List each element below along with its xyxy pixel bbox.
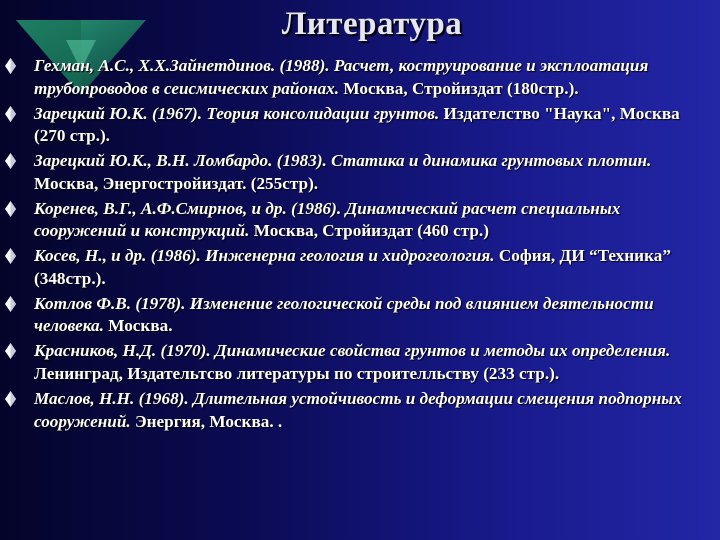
diamond-bullet-icon bbox=[5, 106, 16, 122]
reference-item bbox=[0, 55, 712, 100]
reference-author: Коренев, В.Г., А.Ф.Смирнов, и др. (1986). bbox=[34, 198, 342, 218]
reference-publisher: Москва. bbox=[108, 316, 173, 336]
reference-publisher: Москва, Энергостройиздат. (255стр). bbox=[34, 173, 319, 193]
reference-title: Динамический расчет специальных сооружений и конструкций. bbox=[34, 198, 621, 241]
diamond-bullet-icon bbox=[5, 391, 16, 407]
diamond-bullet-icon bbox=[5, 296, 16, 312]
reference-item bbox=[0, 340, 712, 385]
diamond-bullet-icon bbox=[5, 248, 16, 264]
reference-author: Гехман, А.С., Х.Х.Зайнетдинов. (1988). bbox=[34, 56, 330, 75]
reference-author: Котлов Ф.В. (1978). bbox=[34, 293, 186, 313]
reference-title: Динамические свойства грунтов и методы их определения. bbox=[214, 341, 671, 361]
reference-publisher: Москва, Стройиздат (460 стр.) bbox=[253, 221, 489, 241]
diamond-bullet-icon bbox=[5, 153, 16, 169]
slide-title: Литература bbox=[281, 6, 463, 42]
reference-list bbox=[0, 55, 712, 436]
reference-publisher: Ленинград, Издательтсво литературы по строителльству (233 стр.). bbox=[34, 364, 560, 384]
diamond-bullet-icon bbox=[5, 201, 16, 217]
reference-author: Красников, Н.Д. (1970). bbox=[34, 341, 211, 361]
reference-item bbox=[0, 150, 712, 195]
reference-item bbox=[0, 198, 712, 243]
diamond-bullet-icon bbox=[5, 343, 16, 359]
reference-title: Длительная устойчивость и деформации смещения подпорных сооружений. bbox=[34, 389, 682, 431]
reference-author: Косев, Н., и др. (1986). bbox=[34, 246, 201, 266]
reference-author: Зарецкий Ю.К., В.Н. Ломбардо. (1983). bbox=[34, 151, 327, 171]
reference-item bbox=[0, 245, 712, 290]
reference-publisher: Москва, Стройиздат (180стр.). bbox=[343, 78, 579, 98]
reference-title: Инженерна геология и хидрогеология. bbox=[205, 246, 495, 266]
reference-title: Теория консолидации грунтов. bbox=[206, 103, 440, 123]
reference-item bbox=[0, 293, 712, 338]
reference-title: Расчет, коструирование и эксплоатация трубопроводов в сеисмических районах. bbox=[34, 56, 649, 98]
reference-publisher: Издателство "Наука", Москва (270 стр.). bbox=[34, 103, 680, 146]
reference-title: Изменение геологической среды под влиянием деятельности человека. bbox=[34, 293, 654, 336]
reference-item bbox=[0, 103, 712, 148]
diamond-bullet-icon bbox=[5, 58, 16, 74]
reference-item bbox=[0, 388, 712, 433]
reference-publisher: София, ДИ “Техника” (348стр.). bbox=[34, 246, 671, 288]
reference-author: Маслов, Н.Н. (1968). bbox=[34, 389, 189, 409]
reference-author: Зарецкий Ю.К. (1967). bbox=[34, 103, 203, 123]
reference-publisher: Энергия, Москва. . bbox=[134, 411, 283, 431]
reference-title: Статика и динамика грунтовых плотин. bbox=[331, 151, 652, 171]
